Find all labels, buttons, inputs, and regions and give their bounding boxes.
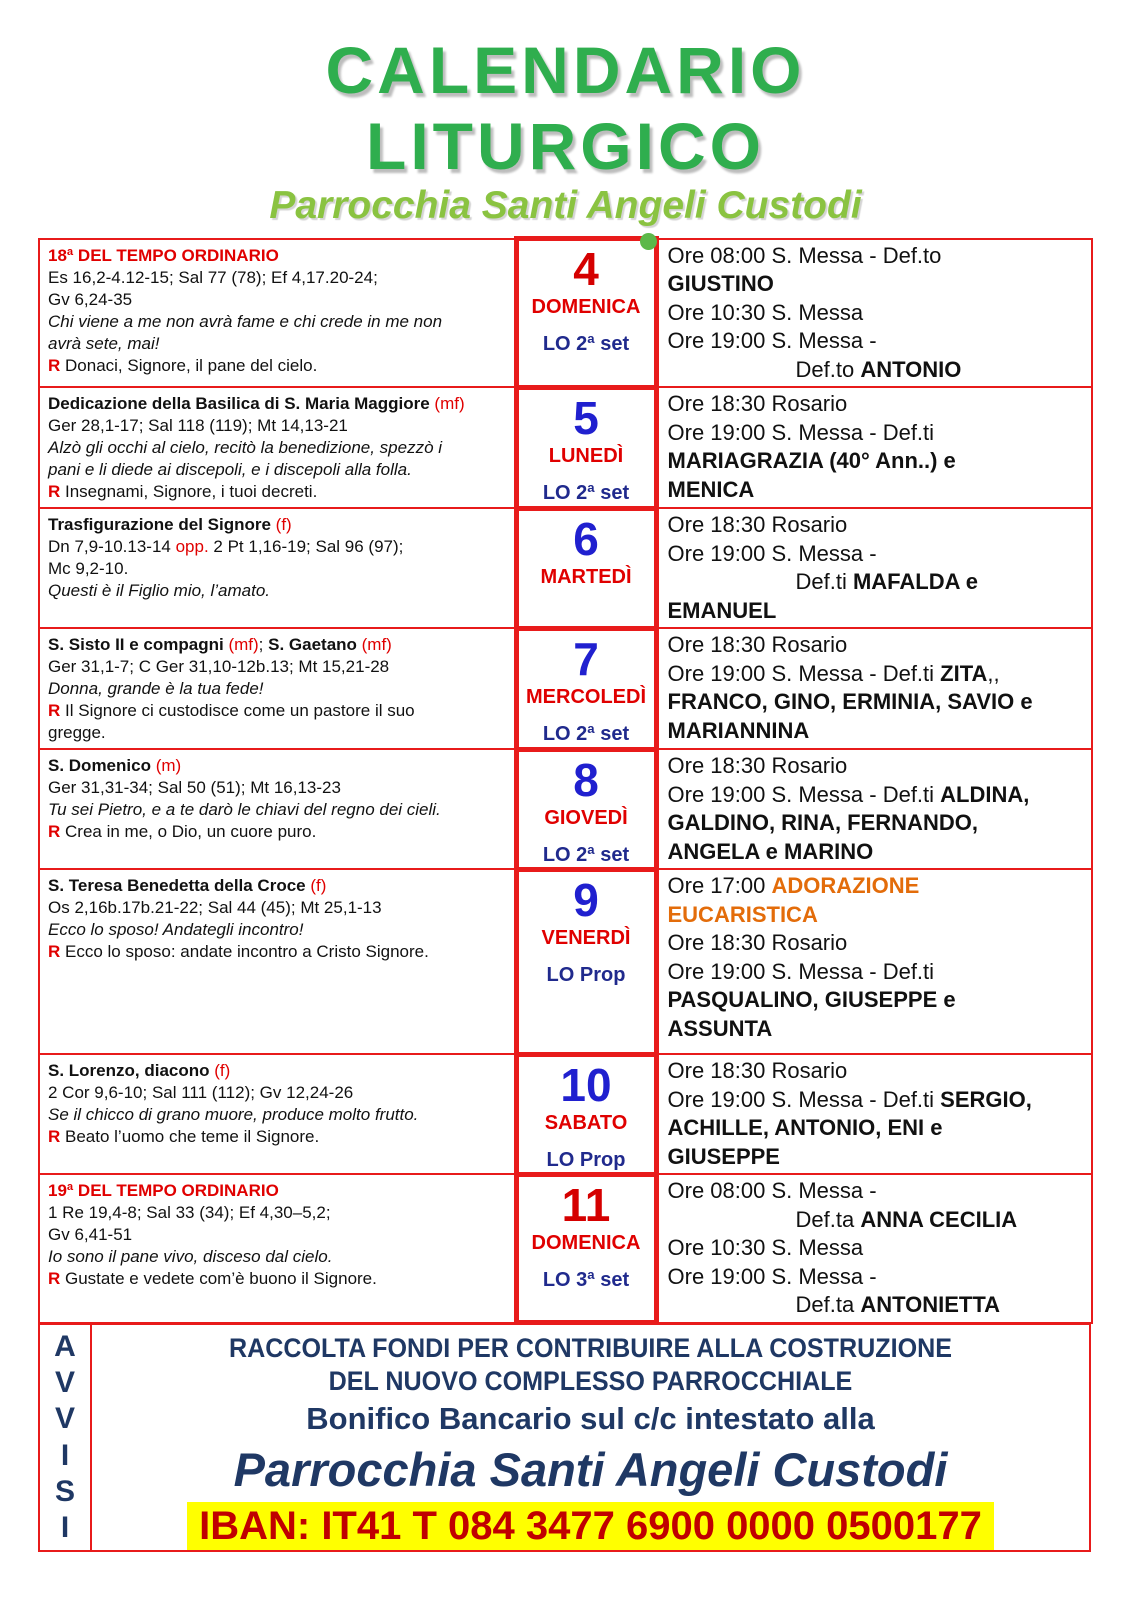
mass-schedule-cell	[656, 869, 1092, 1054]
day-number: 4	[573, 243, 599, 295]
text-line: Ger 28,1-17; Sal 118 (119); Mt 14,13-21	[48, 416, 348, 435]
text-line: R Ecco lo sposo: andate incontro a Cristo Signore.	[48, 942, 429, 961]
text-line: R Donaci, Signore, il pane del cielo.	[48, 355, 318, 375]
text-line: Ore 18:30 Rosario	[667, 512, 848, 537]
feast-readings-cell	[39, 1174, 516, 1323]
liturgy-hours-week: LO Prop	[546, 963, 626, 986]
mass-schedule-cell	[656, 508, 1092, 628]
text-line: ASSUNTA	[667, 1015, 773, 1041]
day-number: 5	[573, 391, 599, 444]
text-line: Ore 17:00 ADORAZIONE	[667, 873, 920, 898]
fundraising-line-2: DEL NUOVO COMPLESSO PARROCCHIALE	[328, 1366, 853, 1396]
text-line: S. Teresa Benedetta della Croce (f)	[48, 876, 327, 895]
text-line: Ore 08:00 S. Messa - Def.to	[667, 242, 942, 268]
text-line: Alzò gli occhi al cielo, recitò la benedizione, spezzò i	[48, 438, 443, 457]
avvisi-vertical-label	[40, 1325, 92, 1550]
liturgical-calendar-table	[38, 236, 1093, 1325]
text-line: R Crea in me, o Dio, un cuore puro.	[48, 822, 317, 841]
day-row	[39, 628, 1092, 749]
text-line: Es 16,2-4.12-15; Sal 77 (78); Ef 4,17.20-24;	[48, 267, 378, 287]
bank-transfer-line: Bonifico Bancario sul c/c intestato alla	[306, 1401, 875, 1436]
liturgy-hours-week: LO 2ª set	[542, 481, 630, 504]
text-line: Ore 18:30 Rosario	[667, 391, 848, 416]
text-line: Se il chicco di grano muore, produce molto frutto.	[48, 1105, 419, 1124]
text-line: Def.ta ANTONIETTA	[795, 1292, 1001, 1317]
text-line: Os 2,16b.17b.21-22; Sal 44 (45); Mt 25,1-13	[48, 898, 382, 917]
mass-schedule-cell	[656, 239, 1092, 388]
feast-readings-cell	[39, 749, 516, 869]
text-line: Ore 10:30 S. Messa	[667, 1235, 864, 1260]
green-dot	[640, 233, 657, 250]
text-line: gregge.	[48, 723, 106, 742]
text-line: Ore 19:00 S. Messa - Def.ti	[667, 958, 935, 984]
mass-schedule-cell	[656, 1054, 1092, 1174]
liturgy-hours-week: LO 3ª set	[542, 1268, 630, 1291]
liturgy-hours-week: LO Prop	[546, 1148, 626, 1171]
avvisi-letter: I	[60, 1438, 70, 1472]
text-line: Questi è il Figlio mio, l’amato.	[48, 581, 271, 600]
avvisi-section	[38, 1323, 1091, 1552]
text-line: ANGELA e MARINO	[667, 838, 874, 864]
text-line: Gv 6,41-51	[48, 1225, 133, 1244]
text-line: Ore 08:00 S. Messa -	[667, 1178, 877, 1203]
text-line: Ore 19:00 S. Messa - Def.ti ZITA,,	[667, 660, 1000, 686]
text-line: Ore 19:00 S. Messa - Def.ti	[667, 419, 935, 445]
day-row	[39, 508, 1092, 628]
day-name: DOMENICA	[531, 296, 641, 318]
iban-line	[92, 1502, 1089, 1550]
text-line: Chi viene a me non avrà fame e chi crede in me non	[48, 311, 443, 331]
day-number: 7	[573, 632, 599, 685]
avvisi-letter: S	[54, 1474, 75, 1508]
text-line: GIUSTINO	[667, 271, 774, 296]
text-line: 19ª DEL TEMPO ORDINARIO	[48, 1181, 279, 1200]
text-line: Ore 18:30 Rosario	[667, 1058, 848, 1083]
feast-readings-cell	[39, 869, 516, 1054]
text-line: S. Lorenzo, diacono (f)	[48, 1061, 231, 1080]
day-name: SABATO	[544, 1111, 628, 1134]
text-line: Ore 19:00 S. Messa - Def.ti ALDINA,	[667, 781, 1030, 807]
text-line: Def.ti MAFALDA e	[795, 569, 979, 594]
day-number: 10	[560, 1058, 612, 1111]
text-line: PASQUALINO, GIUSEPPE e	[667, 987, 956, 1012]
day-number: 9	[573, 873, 599, 926]
day-row	[39, 239, 1092, 388]
day-name: GIOVEDÌ	[544, 806, 628, 829]
text-line: MARIANNINA	[667, 717, 810, 743]
text-line: Io sono il pane vivo, disceso dal cielo.	[48, 1247, 333, 1266]
text-line: MARIAGRAZIA (40° Ann..) e	[667, 448, 956, 473]
mass-schedule-cell	[656, 749, 1092, 869]
day-cell	[516, 749, 656, 869]
text-line: 2 Cor 9,6-10; Sal 111 (112); Gv 12,24-26	[48, 1083, 354, 1102]
day-cell	[516, 628, 656, 749]
text-line: ACHILLE, ANTONIO, ENI e	[667, 1115, 943, 1140]
mass-schedule-cell	[656, 1174, 1092, 1323]
avvisi-letter: A	[54, 1330, 76, 1364]
liturgy-hours-week: LO 2ª set	[542, 843, 630, 866]
text-line: Ore 18:30 Rosario	[667, 753, 848, 778]
text-line: S. Domenico (m)	[48, 756, 182, 775]
page-header	[0, 0, 1131, 228]
title-line-2: LITURGICO	[366, 109, 765, 183]
text-line: Def.ta ANNA CECILIA	[795, 1206, 1018, 1232]
text-line: avrà sete, mai!	[48, 333, 160, 353]
text-line: Mc 9,2-10.	[48, 559, 129, 578]
text-line: Ger 31,1-7; C Ger 31,10-12b.13; Mt 15,21-28	[48, 657, 390, 676]
day-cell	[516, 239, 656, 388]
mass-schedule-cell	[656, 387, 1092, 508]
text-line: Ore 19:00 S. Messa - Def.ti SERGIO,	[667, 1086, 1032, 1112]
title-line-1: CALENDARIO	[325, 33, 806, 107]
day-name: MERCOLEDÌ	[526, 685, 646, 708]
text-line: 18ª DEL TEMPO ORDINARIO	[48, 245, 279, 265]
day-cell	[516, 1054, 656, 1174]
day-name: MARTEDÌ	[540, 565, 632, 588]
text-line: Ger 31,31-34; Sal 50 (51); Mt 16,13-23	[48, 778, 341, 797]
day-row	[39, 387, 1092, 508]
text-line: MENICA	[667, 476, 755, 502]
avvisi-letter: V	[54, 1402, 75, 1436]
day-row	[39, 869, 1092, 1054]
feast-readings-cell	[39, 1054, 516, 1174]
text-line: S. Sisto II e compagni (mf); S. Gaetano (mf)	[48, 635, 392, 654]
text-line: Ore 18:30 Rosario	[667, 930, 848, 955]
iban-value: IBAN: IT41 T 084 3477 6900 0000 0500177	[187, 1502, 994, 1550]
day-row	[39, 749, 1092, 869]
feast-readings-cell	[39, 628, 516, 749]
day-cell	[516, 869, 656, 1054]
text-line: Tu sei Pietro, e a te darò le chiavi del regno dei cieli.	[48, 800, 441, 819]
day-row	[39, 1174, 1092, 1323]
avvisi-letter: V	[54, 1366, 75, 1400]
text-line: Ore 19:00 S. Messa -	[667, 540, 877, 566]
feast-readings-cell	[39, 387, 516, 508]
liturgy-hours-week: LO 2ª set	[542, 333, 630, 355]
day-name: DOMENICA	[531, 1231, 641, 1254]
day-name: VENERDÌ	[541, 926, 631, 949]
text-line: Ecco lo sposo! Andategli incontro!	[48, 920, 304, 939]
text-line: R Insegnami, Signore, i tuoi decreti.	[48, 482, 318, 501]
text-line: R Beato l’uomo che teme il Signore.	[48, 1127, 320, 1146]
page-title	[0, 32, 1131, 184]
day-cell	[516, 1174, 656, 1323]
day-row	[39, 1054, 1092, 1174]
feast-readings-cell	[39, 508, 516, 628]
day-number: 6	[573, 512, 599, 565]
day-cell	[516, 508, 656, 628]
parish-subtitle: Parrocchia Santi Angeli Custodi	[269, 184, 862, 227]
text-line: EMANUEL	[667, 597, 777, 623]
fundraising-line-1: RACCOLTA FONDI PER CONTRIBUIRE ALLA COSTRUZIONE	[228, 1333, 953, 1363]
text-line: pani e li diede ai discepoli, e i discepoli alla folla.	[48, 460, 412, 479]
text-line: Donna, grande è la tua fede!	[48, 679, 264, 698]
text-line: Ore 19:00 S. Messa -	[667, 1263, 877, 1289]
feast-readings-cell	[39, 239, 516, 388]
text-line: Gv 6,24-35	[48, 289, 133, 309]
parish-name: Parrocchia Santi Angeli Custodi	[233, 1443, 948, 1496]
text-line: FRANCO, GINO, ERMINIA, SAVIO e	[667, 689, 1033, 714]
day-number: 8	[573, 753, 599, 806]
text-line: Ore 10:30 S. Messa	[667, 299, 864, 325]
text-line: R Il Signore ci custodisce come un pastore il suo	[48, 701, 415, 720]
avvisi-letter: I	[60, 1510, 70, 1544]
text-line: Ore 19:00 S. Messa -	[667, 328, 877, 353]
day-name: LUNEDÌ	[548, 444, 624, 467]
text-line: Def.to ANTONIO	[795, 356, 962, 382]
text-line: GALDINO, RINA, FERNANDO,	[667, 810, 978, 835]
text-line: Trasfigurazione del Signore (f)	[48, 515, 292, 534]
mass-schedule-cell	[656, 628, 1092, 749]
text-line: Ore 18:30 Rosario	[667, 632, 848, 657]
text-line: Dedicazione della Basilica di S. Maria Maggiore (mf)	[48, 394, 465, 413]
day-cell	[516, 387, 656, 508]
text-line: 1 Re 19,4-8; Sal 33 (34); Ef 4,30–5,2;	[48, 1203, 331, 1222]
day-number: 11	[561, 1178, 611, 1231]
avvisi-body	[92, 1325, 1089, 1550]
text-line: Dn 7,9-10.13-14 opp. 2 Pt 1,16-19; Sal 96 (97);	[48, 537, 404, 556]
text-line: EUCARISTICA	[667, 901, 818, 927]
text-line: R Gustate e vedete com’è buono il Signore.	[48, 1269, 377, 1288]
text-line: GIUSEPPE	[667, 1143, 780, 1169]
liturgy-hours-week: LO 2ª set	[542, 722, 630, 745]
